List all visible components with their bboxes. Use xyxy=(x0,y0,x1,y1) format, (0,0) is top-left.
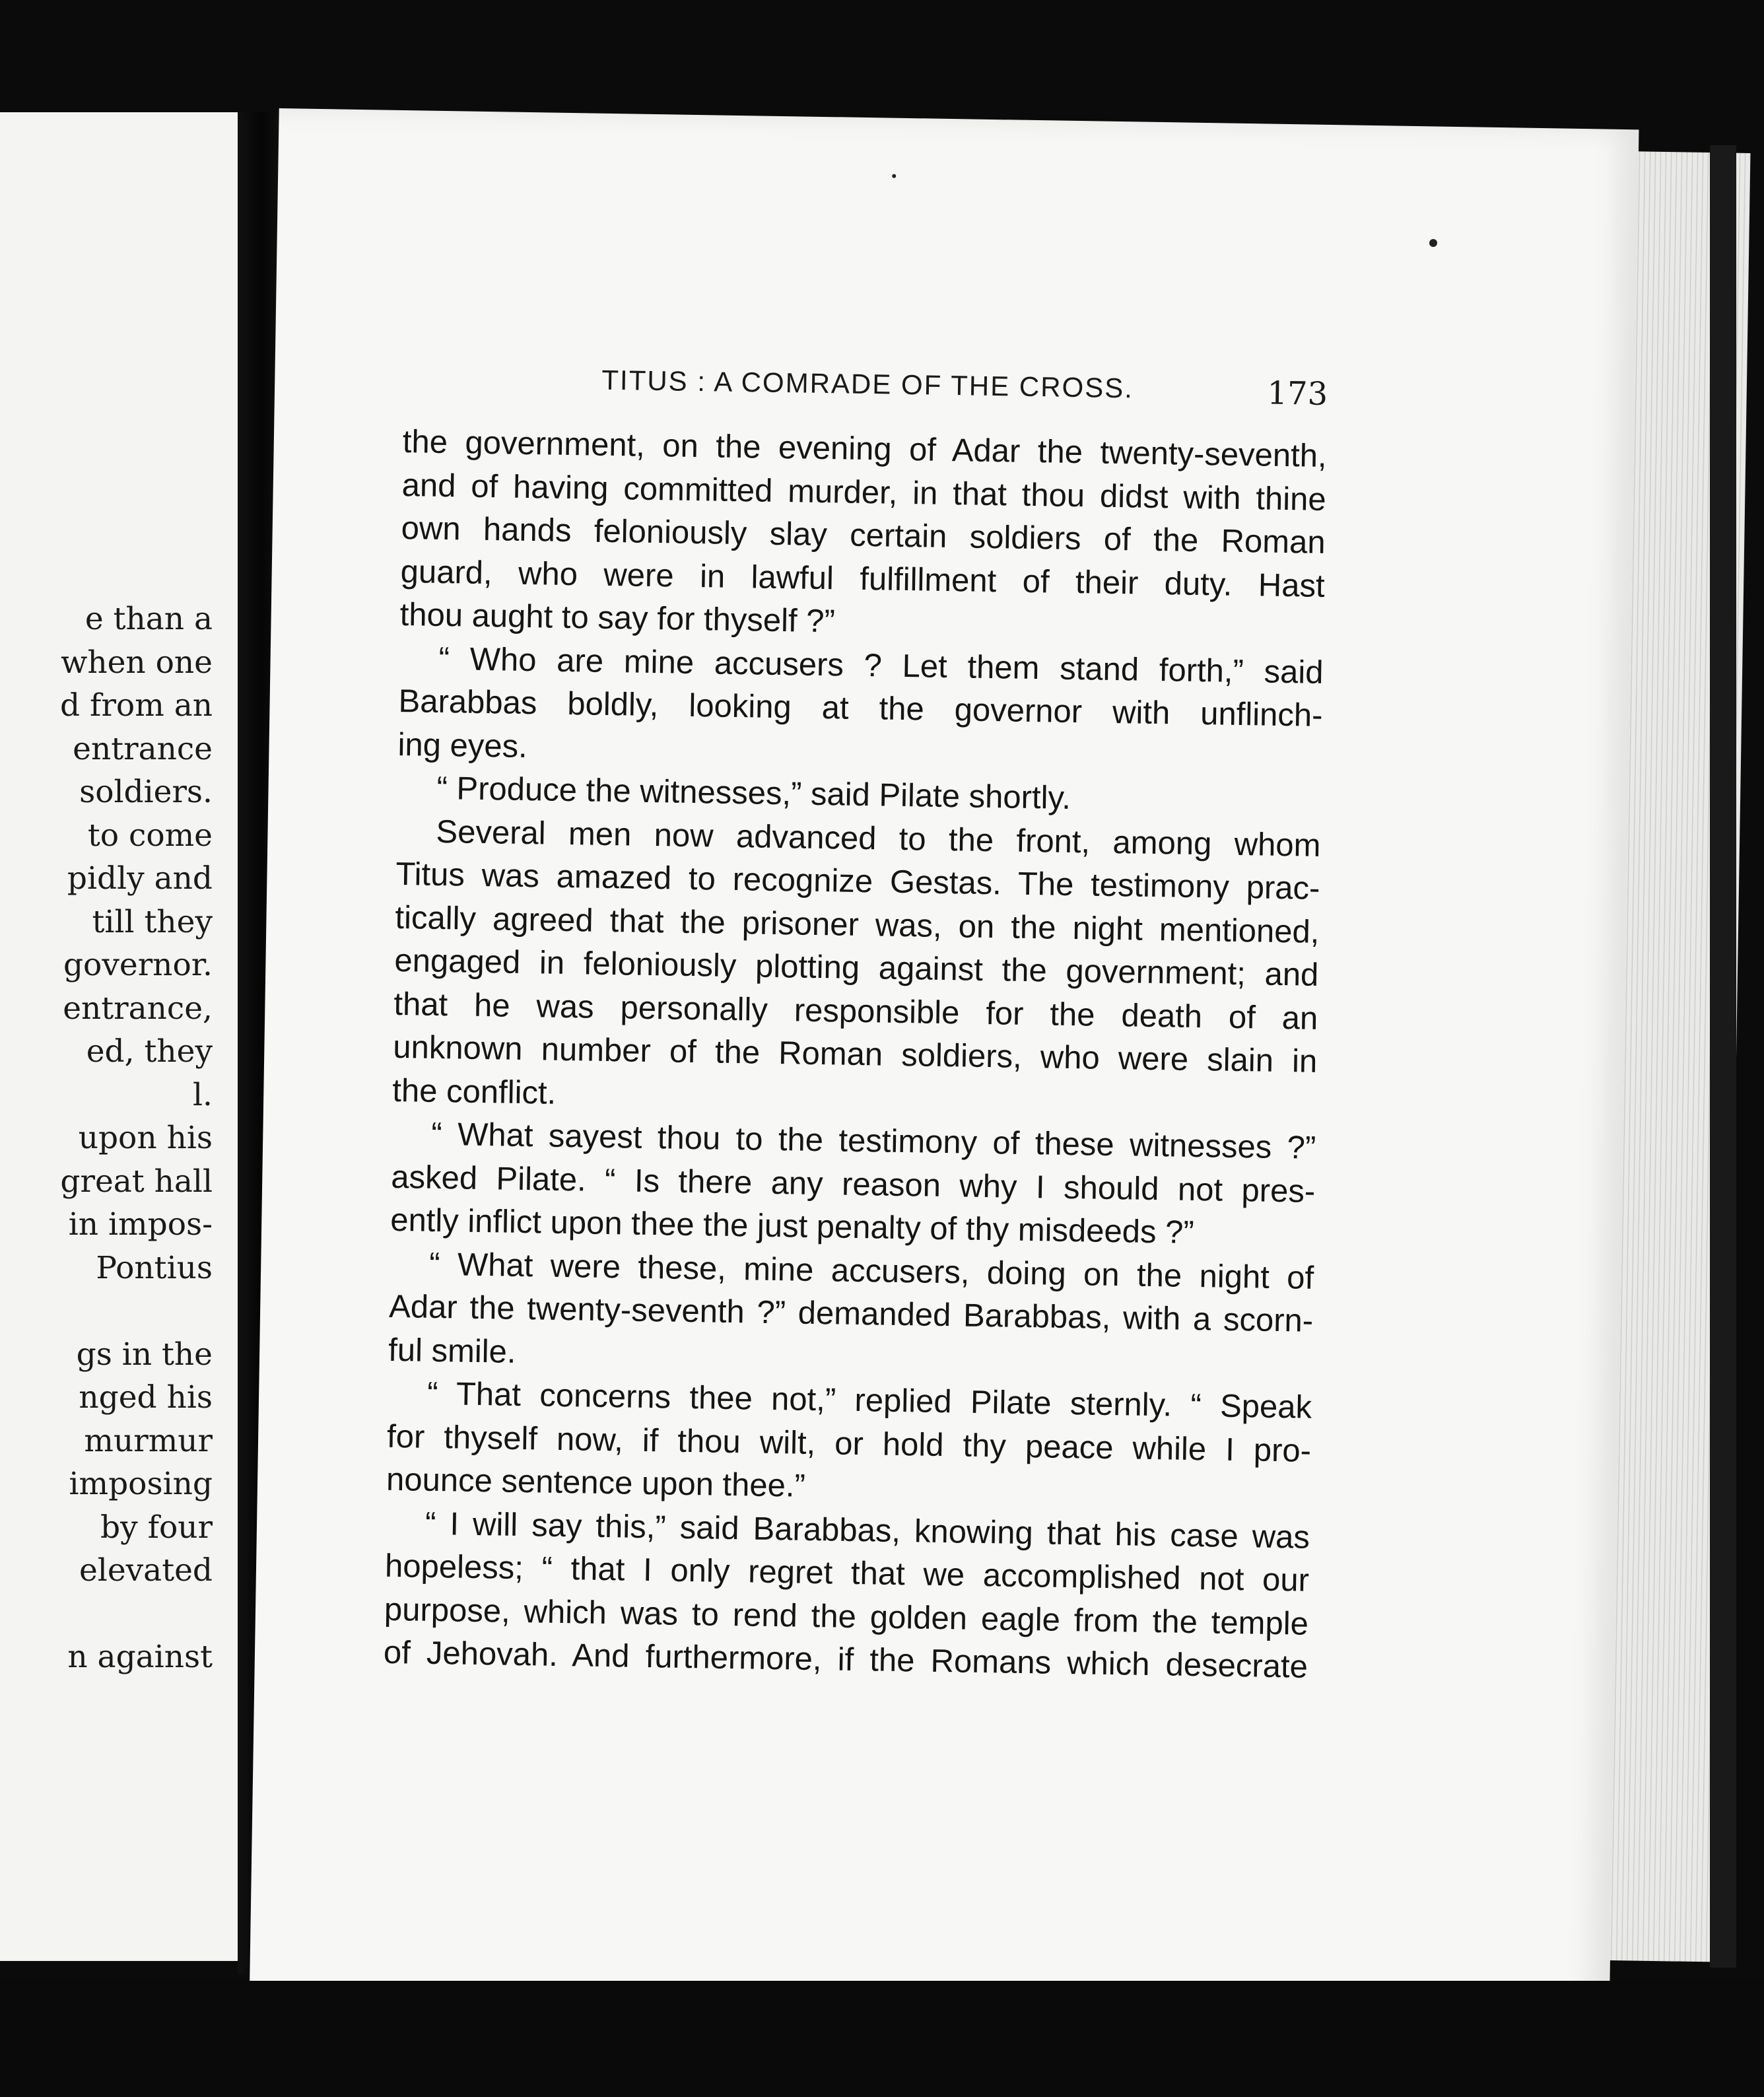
left-page-line: elevated xyxy=(79,1552,213,1589)
dust-speck xyxy=(1429,239,1437,247)
left-page-line: Pontius xyxy=(96,1249,213,1286)
page-text-block xyxy=(384,361,1328,1689)
left-page-line xyxy=(0,1593,213,1636)
left-page-line: n against xyxy=(67,1639,213,1675)
text-line: Adar the twenty-seventh ?” demanded Barabbas, with a scorn- xyxy=(388,1288,1314,1339)
left-page-line: gs in the xyxy=(76,1336,213,1373)
body-text xyxy=(384,421,1328,1689)
left-page-line: when one xyxy=(61,644,213,681)
text-line: “ I will say this,” said Barabbas, knowing that his case was xyxy=(424,1505,1310,1556)
text-line: hopeless; “ that I only regret that we accomplished not our xyxy=(384,1548,1310,1599)
left-page-line xyxy=(0,1289,213,1333)
left-page-line: nged his xyxy=(79,1379,213,1416)
left-page-line: entrance, xyxy=(63,990,213,1027)
text-line: the government, on the evening of Adar the twenty-seventh, xyxy=(402,424,1328,474)
text-line: nounce sentence upon thee.” xyxy=(386,1461,806,1504)
text-line: Several men now advanced to the front, among whom xyxy=(436,813,1321,864)
text-line: thou aught to say for thyself ?” xyxy=(399,596,836,640)
left-page-line: pidly and xyxy=(67,860,213,897)
left-page-line: governor. xyxy=(63,947,213,983)
text-line: ently inflict upon thee the just penalty of thy misdeeds ?” xyxy=(390,1202,1195,1251)
text-line: “ That concerns thee not,” replied Pilate sternly. “ Speak xyxy=(426,1375,1312,1426)
left-page-line: great hall xyxy=(60,1163,213,1200)
left-page-line: soldiers. xyxy=(79,774,213,810)
text-line: own hands feloniously slay certain soldiers of the Roman xyxy=(401,510,1326,561)
left-page-line: l. xyxy=(193,1076,213,1113)
text-line: asked Pilate. “ Is there any reason why I should not pres- xyxy=(390,1159,1316,1210)
text-line: tically agreed that the prisoner was, on the night mentioned, xyxy=(395,899,1320,950)
left-page-line: upon his xyxy=(78,1120,213,1156)
scan-background-bottom xyxy=(0,1981,1764,2097)
text-line: engaged in feloniously plotting against the government; and xyxy=(394,942,1319,993)
text-line: purpose, which was to rend the golden eagle from the temple xyxy=(384,1591,1309,1642)
left-page-line: ed, they xyxy=(86,1033,213,1070)
text-line: the conflict. xyxy=(391,1072,557,1111)
left-page-line: to come xyxy=(87,817,213,854)
left-page-line: in impos- xyxy=(68,1206,213,1243)
left-page-line: d from an xyxy=(60,687,213,724)
dust-speck xyxy=(892,174,896,178)
left-page-text-fragments xyxy=(0,598,213,1679)
text-line: Titus was amazed to recognize Gestas. The testimony prac- xyxy=(395,856,1320,907)
left-page-line: till they xyxy=(92,903,213,940)
left-page-line: entrance xyxy=(73,730,213,767)
text-line: “ Who are mine accusers ? Let them stand forth,” said xyxy=(438,640,1324,691)
left-page-line: murmur xyxy=(84,1422,213,1459)
text-line: and of having committed murder, in that thou didst with thine xyxy=(401,467,1327,518)
text-line: “ What were these, mine accusers, doing on the night of xyxy=(428,1246,1314,1296)
text-line: ing eyes. xyxy=(397,726,528,765)
text-line: ful smile. xyxy=(388,1332,516,1370)
text-line: unknown number of the Roman soldiers, who were slain in xyxy=(393,1029,1318,1080)
text-line: Barabbas boldly, looking at the governor with unflinch- xyxy=(398,683,1323,734)
page-number: 173 xyxy=(1267,374,1328,413)
left-page-line: e than a xyxy=(85,601,213,637)
text-line: guard, who were in lawful fulfillment of their duty. Hast xyxy=(400,553,1326,604)
text-line: that he was personally responsible for the death of an xyxy=(393,986,1318,1037)
left-page-line: imposing xyxy=(69,1466,213,1502)
text-line: “ What sayest thou to the testimony of these witnesses ?” xyxy=(430,1116,1316,1166)
right-page xyxy=(250,108,1639,2031)
text-line: “ Produce the witnesses,” said Pilate shortly. xyxy=(436,770,1071,816)
text-line: of Jehovah. And furthermore, if the Romans which desecrate xyxy=(383,1634,1308,1685)
text-line: for thyself now, if thou wilt, or hold thy peace while I pro- xyxy=(386,1418,1312,1469)
left-page-line: by four xyxy=(100,1509,213,1546)
running-title: TITUS : A COMRADE OF THE CROSS. xyxy=(601,364,1134,404)
left-facing-page xyxy=(0,112,246,1961)
page-edges-shadow xyxy=(1710,145,1736,1968)
